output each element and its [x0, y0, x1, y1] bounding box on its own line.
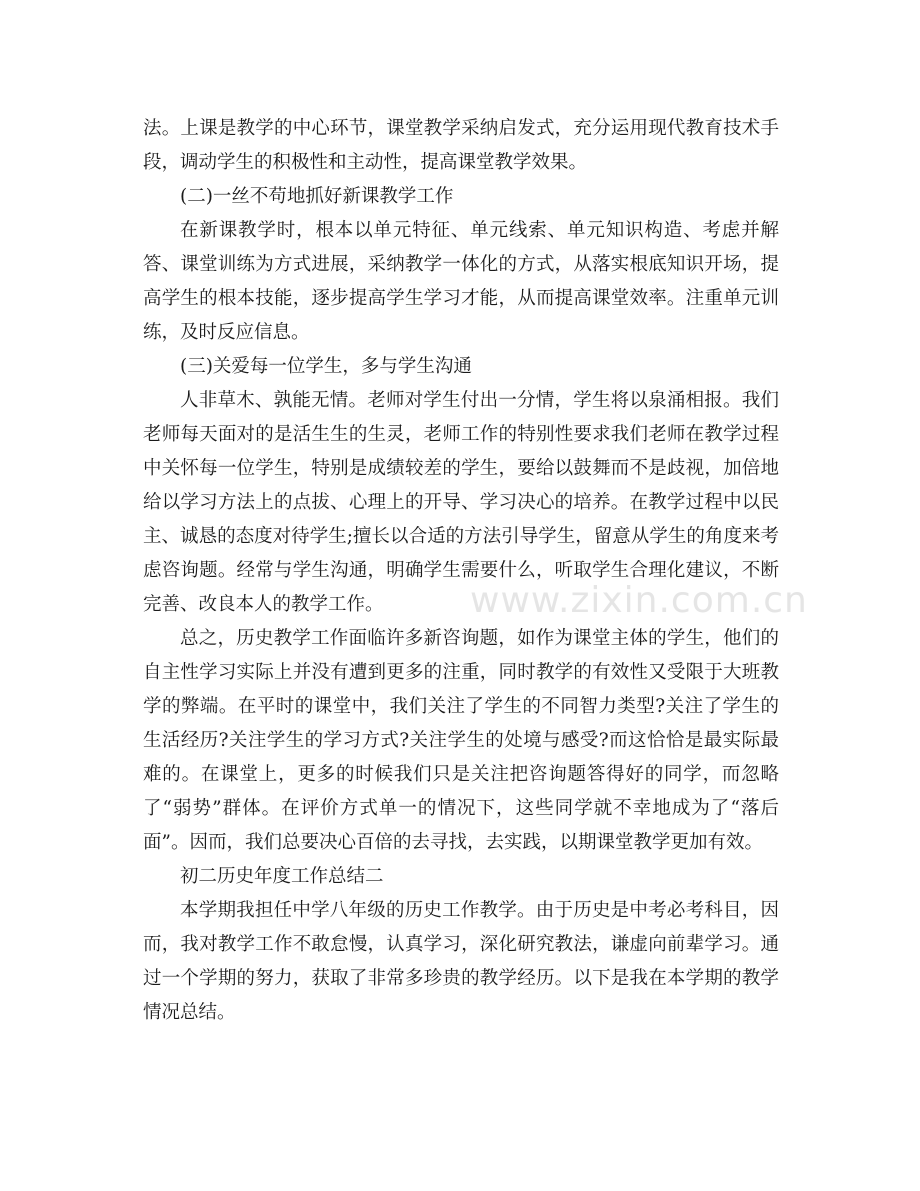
section-heading-3: (三)关爱每一位学生，多与学生沟通	[180, 356, 472, 377]
paragraph-8: 本学期我担任中学八年级的历史工作教学。由于历史是中考必考科目，因而，我对教学工作不敢怠慢，认真学习，深化研究教法，谦虚向前辈学习。通过一个学期的努力，获取了非常多珍贵的教学经历。以下是我在本学期的教学情况总结。	[143, 900, 779, 1023]
paragraph-5: 人非草木、孰能无情。老师对学生付出一分情，学生将以泉涌相报。我们老师每天面对的是活生生的生灵，老师工作的特别性要求我们老师在教学过程中关怀每一位学生，特别是成绩较差的学生，要给以鼓舞而不是歧视，加倍地给以学习方法上的点拔、心理上的开导、学习决心的培养。在教学过程中以民主、诚恳的态度对待学生;擅长以合适的方法引导学生，留意从学生的角度来考虑咨询题。经常与学生沟通，明确学生需要什么，听取学生合理化建议，不断完善、改良本人的教学工作。	[143, 390, 779, 615]
paragraph-3: 在新课教学时，根本以单元特征、单元线索、单元知识构造、考虑并解答、课堂训练为方式进展，采纳教学一体化的方式，从落实根底知识开场，提高学生的根本技能，逐步提高学生学习才能，从而提高课堂效率。注重单元训练，及时反应信息。	[143, 220, 779, 343]
document-body	[143, 112, 779, 1030]
section-heading-2: (二)一丝不苟地抓好新课教学工作	[180, 186, 454, 207]
document-subtitle: 初二历史年度工作总结二	[180, 866, 384, 887]
watermark-text: www.zixin.com.cn	[470, 580, 808, 621]
paragraph-1: 法。上课是教学的中心环节，课堂教学采纳启发式，充分运用现代教育技术手段，调动学生的积极性和主动性，提高课堂教学效果。	[143, 118, 779, 173]
paragraph-summary: 总之，历史教学工作面临许多新咨询题，如作为课堂主体的学生，他们的自主性学习实际上并没有遭到更多的注重，同时教学的有效性又受限于大班教学的弊端。在平时的课堂中，我们关注了学生的不同智力类型?关注了学生的生活经历?关注学生的学习方式?关注学生的处境与感受?而这恰恰是最实际最难的。在课堂上，更多的时候我们只是关注把咨询题答得好的同学，而忽略了“弱势”群体。在评价方式单一的情况下，这些同学就不幸地成为了“落后面”。因而，我们总要决心百倍的去寻找，去实践，以期课堂教学更加有效。	[143, 628, 779, 853]
